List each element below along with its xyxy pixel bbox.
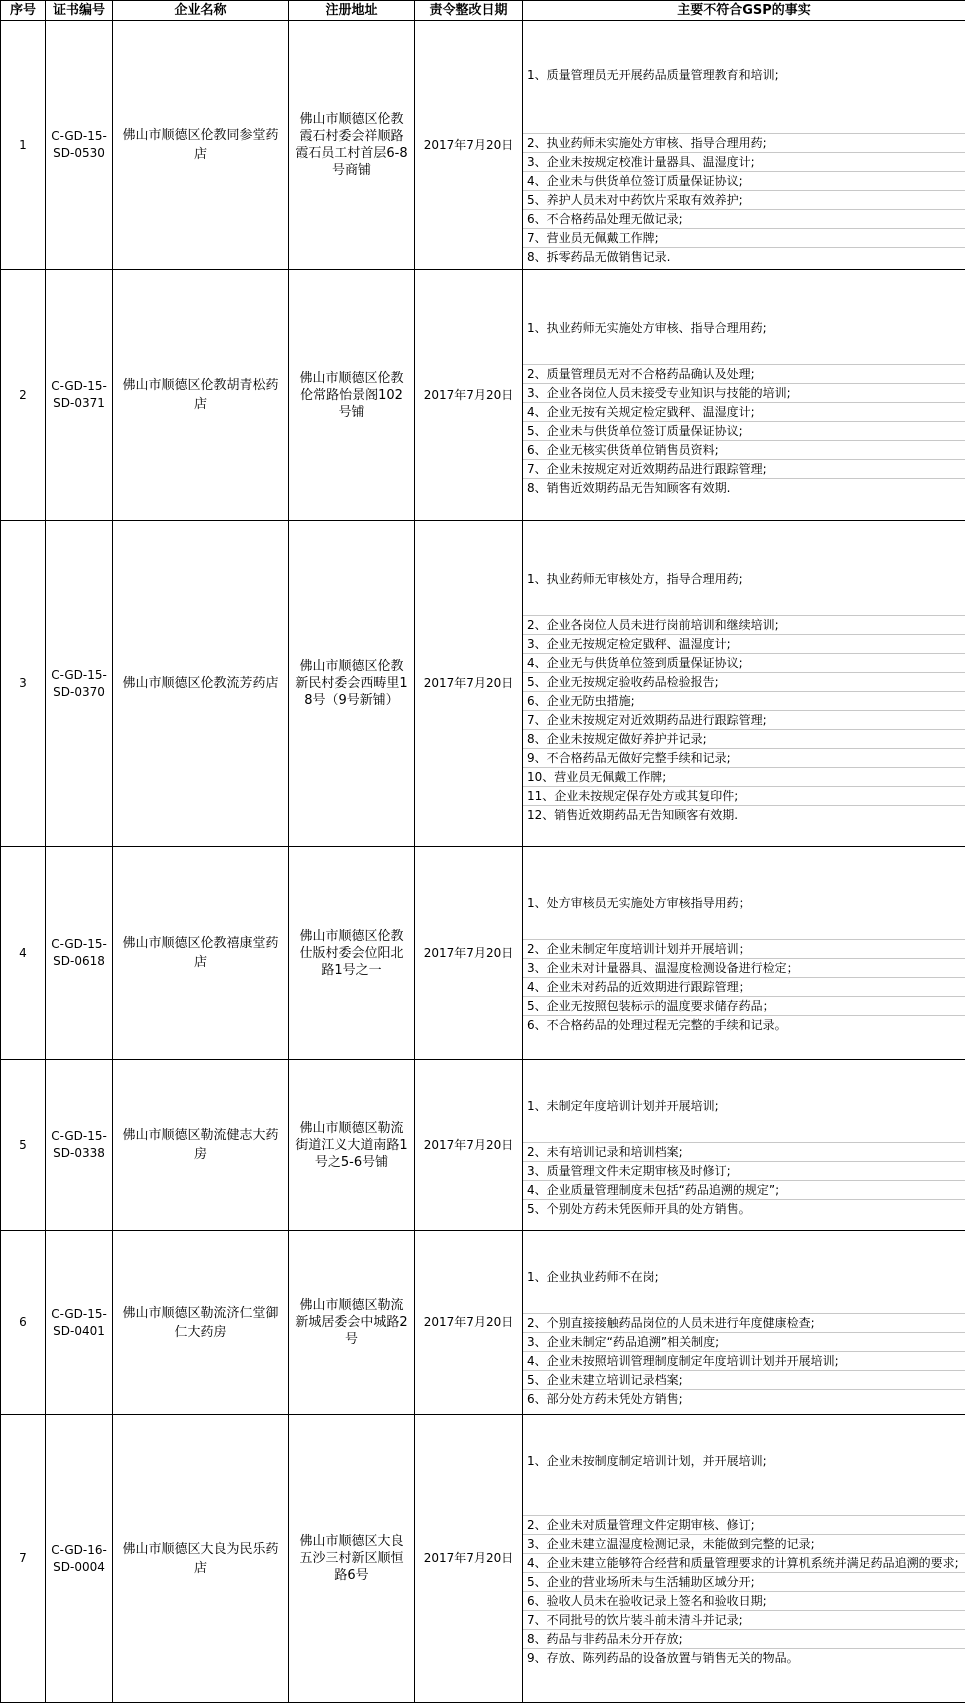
fact-item: 1、企业执业药师不在岗; (523, 1231, 965, 1314)
fact-item: 6、企业无防虫措施; (523, 692, 965, 711)
fact-item: 7、不同批号的饮片装斗前未清斗并记录; (523, 1611, 965, 1630)
company-name: 佛山市顺德区勒流济仁堂御仁大药房 (113, 1231, 289, 1415)
fact-item: 1、执业药师无审核处方，指导合理用药; (523, 521, 965, 616)
fact-item: 8、药品与非药品未分开存放; (523, 1630, 965, 1649)
registered-address: 佛山市顺德区大良五沙三村新区顺恒路6号 (289, 1415, 415, 1703)
fact-item: 5、个别处方药未凭医师开具的处方销售。 (523, 1200, 965, 1218)
fact-item: 7、企业未按规定对近效期药品进行跟踪管理; (523, 711, 965, 730)
company-name: 佛山市顺德区大良为民乐药店 (113, 1415, 289, 1703)
fact-item: 4、企业未与供货单位签订质量保证协议; (523, 172, 965, 191)
header-address: 注册地址 (289, 1, 415, 21)
fact-item: 6、验收人员未在验收记录上签名和验收日期; (523, 1592, 965, 1611)
certificate-number: C-GD-15-SD-0530 (46, 21, 113, 270)
fact-item: 9、存放、陈列药品的设备放置与销售无关的物品。 (523, 1649, 965, 1667)
row-number: 3 (1, 521, 46, 847)
header-cert: 证书编号 (46, 1, 113, 21)
fact-item: 4、企业无按有关规定检定戥秤、温湿度计; (523, 403, 965, 422)
rectification-date: 2017年7月20日 (415, 1060, 523, 1231)
registered-address: 佛山市顺德区勒流街道江义大道南路1号之5-6号铺 (289, 1060, 415, 1231)
fact-item: 2、执业药师未实施处方审核、指导合理用药; (523, 134, 965, 153)
fact-item: 5、企业未与供货单位签订质量保证协议; (523, 422, 965, 441)
row-number: 5 (1, 1060, 46, 1231)
company-name: 佛山市顺德区伦教禧康堂药店 (113, 847, 289, 1060)
fact-item: 10、营业员无佩戴工作牌; (523, 768, 965, 787)
fact-item: 6、部分处方药未凭处方销售; (523, 1390, 965, 1408)
header-row (1, 1, 965, 21)
fact-item: 2、质量管理员无对不合格药品确认及处理; (523, 365, 965, 384)
fact-item: 4、企业未按照培训管理制度制定年度培训计划并开展培训; (523, 1352, 965, 1371)
company-name: 佛山市顺德区伦教胡青松药店 (113, 270, 289, 521)
fact-item: 3、质量管理文件未定期审核及时修订; (523, 1162, 965, 1181)
certificate-number: C-GD-15-SD-0370 (46, 521, 113, 847)
fact-item: 4、企业无与供货单位签到质量保证协议; (523, 654, 965, 673)
table-row (1, 21, 965, 270)
fact-item: 2、个别直接接触药品岗位的人员未进行年度健康检查; (523, 1314, 965, 1333)
registered-address: 佛山市顺德区伦教仕版村委会位阳北路1号之一 (289, 847, 415, 1060)
registered-address: 佛山市顺德区伦教伦常路怡景阁102号铺 (289, 270, 415, 521)
header-no: 序号 (1, 1, 46, 21)
certificate-number: C-GD-15-SD-0401 (46, 1231, 113, 1415)
row-number: 2 (1, 270, 46, 521)
violation-facts (523, 1231, 965, 1415)
fact-item: 2、未有培训记录和培训档案; (523, 1143, 965, 1162)
fact-item: 4、企业质量管理制度未包括“药品追溯的规定”; (523, 1181, 965, 1200)
fact-item: 1、执业药师无实施处方审核、指导合理用药; (523, 270, 965, 365)
registered-address: 佛山市顺德区勒流新城居委会中城路2号 (289, 1231, 415, 1415)
fact-item: 6、不合格药品处理无做记录; (523, 210, 965, 229)
table-row (1, 521, 965, 847)
fact-item: 2、企业未制定年度培训计划并开展培训； (523, 940, 965, 959)
row-number: 1 (1, 21, 46, 270)
rectification-date: 2017年7月20日 (415, 1415, 523, 1703)
fact-item: 8、拆零药品无做销售记录. (523, 248, 965, 266)
fact-item: 3、企业未对计量器具、温湿度检测设备进行检定； (523, 959, 965, 978)
certificate-number: C-GD-15-SD-0338 (46, 1060, 113, 1231)
fact-item: 3、企业未制定“药品追溯”相关制度; (523, 1333, 965, 1352)
fact-item: 1、质量管理员无开展药品质量管理教育和培训; (523, 21, 965, 134)
rectification-date: 2017年7月20日 (415, 847, 523, 1060)
table-row (1, 847, 965, 1060)
table-row (1, 270, 965, 521)
rectification-date: 2017年7月20日 (415, 1231, 523, 1415)
violation-facts (523, 21, 965, 270)
fact-item: 7、企业未按规定对近效期药品进行跟踪管理; (523, 460, 965, 479)
company-name: 佛山市顺德区伦教同参堂药店 (113, 21, 289, 270)
row-number: 6 (1, 1231, 46, 1415)
fact-item: 5、养护人员未对中药饮片采取有效养护; (523, 191, 965, 210)
company-name: 佛山市顺德区勒流健志大药房 (113, 1060, 289, 1231)
fact-item: 11、企业未按规定保存处方或其复印件; (523, 787, 965, 806)
fact-item: 3、企业各岗位人员未接受专业知识与技能的培训; (523, 384, 965, 403)
header-date: 责令整改日期 (415, 1, 523, 21)
row-number: 4 (1, 847, 46, 1060)
fact-item: 4、企业未建立能够符合经营和质量管理要求的计算机系统并满足药品追溯的要求; (523, 1554, 965, 1573)
fact-item: 6、不合格药品的处理过程无完整的手续和记录。 (523, 1016, 965, 1034)
fact-item: 2、企业各岗位人员未进行岗前培训和继续培训; (523, 616, 965, 635)
fact-item: 1、处方审核员无实施处方审核指导用药； (523, 847, 965, 940)
fact-item: 1、未制定年度培训计划并开展培训; (523, 1060, 965, 1143)
violation-facts (523, 521, 965, 847)
fact-item: 5、企业未建立培训记录档案; (523, 1371, 965, 1390)
fact-item: 5、企业无按规定验收药品检验报告; (523, 673, 965, 692)
fact-item: 1、企业未按制度制定培训计划，并开展培训; (523, 1415, 965, 1516)
violation-facts (523, 847, 965, 1060)
header-name: 企业名称 (113, 1, 289, 21)
rectification-date: 2017年7月20日 (415, 21, 523, 270)
fact-item: 12、销售近效期药品无告知顾客有效期. (523, 806, 965, 824)
certificate-number: C-GD-16-SD-0004 (46, 1415, 113, 1703)
rectification-date: 2017年7月20日 (415, 521, 523, 847)
fact-item: 7、营业员无佩戴工作牌; (523, 229, 965, 248)
fact-item: 5、企业无按照包装标示的温度要求储存药品； (523, 997, 965, 1016)
fact-item: 3、企业无按规定检定戥秤、温湿度计; (523, 635, 965, 654)
fact-item: 9、不合格药品无做好完整手续和记录; (523, 749, 965, 768)
fact-item: 8、销售近效期药品无告知顾客有效期. (523, 479, 965, 497)
fact-item: 3、企业未建立温湿度检测记录，未能做到完整的记录; (523, 1535, 965, 1554)
fact-item: 5、企业的营业场所未与生活辅助区域分开; (523, 1573, 965, 1592)
rectification-date: 2017年7月20日 (415, 270, 523, 521)
fact-item: 3、企业未按规定校准计量器具、温湿度计; (523, 153, 965, 172)
registered-address: 佛山市顺德区伦教霞石村委会祥顺路霞石员工村首层6-8号商铺 (289, 21, 415, 270)
fact-item: 6、企业无核实供货单位销售员资料; (523, 441, 965, 460)
violation-facts (523, 1060, 965, 1231)
fact-item: 4、企业未对药品的近效期进行跟踪管理； (523, 978, 965, 997)
certificate-number: C-GD-15-SD-0371 (46, 270, 113, 521)
header-facts: 主要不符合GSP的事实 (523, 1, 965, 21)
table-row (1, 1415, 965, 1703)
violation-facts (523, 1415, 965, 1703)
table-row (1, 1060, 965, 1231)
fact-item: 2、企业未对质量管理文件定期审核、修订; (523, 1516, 965, 1535)
violation-facts (523, 270, 965, 521)
row-number: 7 (1, 1415, 46, 1703)
fact-item: 8、企业未按规定做好养护并记录; (523, 730, 965, 749)
table-row (1, 1231, 965, 1415)
registered-address: 佛山市顺德区伦教新民村委会西畴里18号（9号新铺） (289, 521, 415, 847)
certificate-number: C-GD-15-SD-0618 (46, 847, 113, 1060)
company-name: 佛山市顺德区伦教流芳药店 (113, 521, 289, 847)
